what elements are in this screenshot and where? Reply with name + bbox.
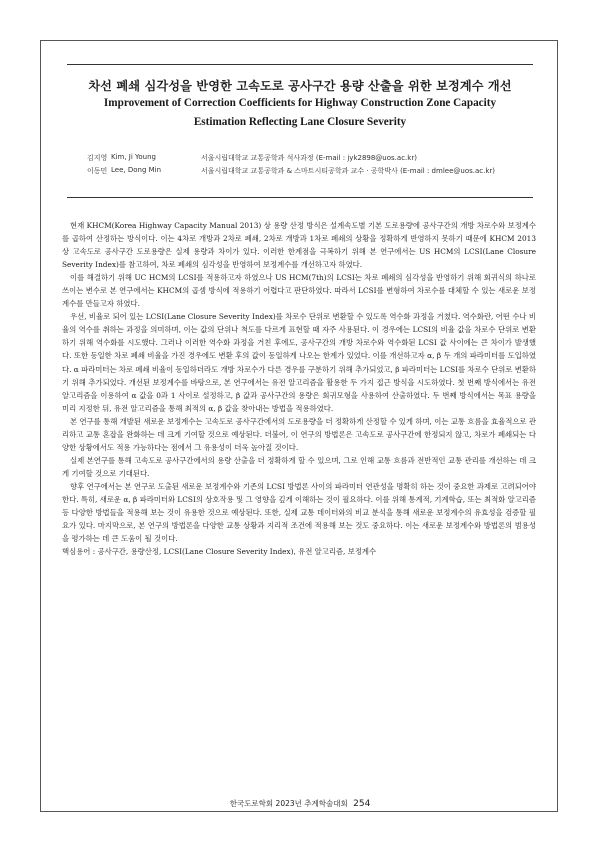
author-affiliation: 서울시립대학교 교통공학과 & 스마트시티공학과 교수 · 공학박사 (E-mail : dmlee@uos.ac.kr) <box>201 167 495 175</box>
title-korean: 차선 폐쇄 심각성을 반영한 고속도로 공사구간 용량 산출을 위한 보정계수 개선 <box>88 79 512 93</box>
author-name-korean: 김지영 <box>87 154 108 162</box>
conference-name: 한국도로학회 2023년 추계학술대회 <box>229 799 348 808</box>
abstract-paragraph: 이를 해결하기 위해 UC HCM의 LCSI를 적용하고자 하였으나 US HCM(7th)의 LCSI는 차로 폐쇄의 심각성을 반영하기 위해 회귀식의 하나로 쓰이는 변수로 본 연구에서는 KHCM의 곱셈 방식에 적용하기 어렵다고 판단하였다. 따라서 LCSI를 변형하여 차로수를 대체할 수 있는 새로운 보정계수를 만들고자 하였다. <box>62 273 536 309</box>
keywords: 핵심용어 : 공사구간, 용량산정, LCSI(Lane Closure Severity Index), 유전 알고리즘, 보정계수 <box>62 547 377 557</box>
abstract-paragraph: 우선, 비율로 되어 있는 LCSI(Lane Closure Severity Index)를 차로수 단위로 변환할 수 있도록 역수화 과정을 거쳤다. 역수화란, 어떤 수나 비율의 역수를 취하는 과정을 의미하며, 이는 값의 단위나 척도를 다르게 표현할 때 자주 사용된다. 이 경우에는 LCSI의 비율 값을 차로수 단위로 변환하기 위해 역수화를 시도했다. 그러나 이러한 역수화 과정을 거친 후에도, 공사구간의 개방 차로수와 역수화된 LCSI 값 사이에는 큰 차이가 발생했다. 또한 동일한 차로 폐쇄 비율을 가진 경우에도 변환 후의 값이 동일하게 나오는 한계가 있었다. 이를 개선하고자 α, β 두 개의 파라미터를 도입하였다. α 파라미터는 차로 폐쇄 비율이 동일하더라도 개방 차로수가 다른 경우를 구분하기 위해 추가되었고, β 파라미터는 LCSI를 차로수 단위로 변환하기 위해 추가되었다. 개선된 보정계수를 바탕으로, 본 연구에서는 유전 알고리즘을 활용한 두 가지 접근 방식을 시도하였다. 첫 번째 방식에서는 유전 알고리즘을 이용하여 α 값을 0과 1 사이로 설정하고, β 값과 공사구간의 용량은 회귀모형을 사용하여 산출하였다. 두 번째 방식에서는 목표 용량을 미리 지정한 뒤, 유전 알고리즘을 통해 최적의 α, β 값을 찾아내는 방법을 적용하였다. <box>62 312 536 413</box>
author-name-english: Kim, Ji Young <box>111 153 156 161</box>
author-name-korean: 이동민 <box>87 167 108 175</box>
title-english-line2: Estimation Reflecting Lane Closure Severity <box>193 116 407 128</box>
title-english-line1: Improvement of Correction Coefficients for Highway Construction Zone Capacity <box>103 97 497 109</box>
author-name-english: Lee, Dong Min <box>111 166 162 174</box>
paper-header <box>67 64 533 198</box>
abstract-paragraph: 본 연구를 통해 개발된 새로운 보정계수는 고속도로 공사구간에서의 도로용량을 더 정확하게 산정할 수 있게 하며, 이는 교통 흐름을 효율적으로 관리하고 교통 혼잡을 완화하는 데 크게 기여할 것으로 예상된다. 더불어, 이 연구의 방법론은 고속도로 공사구간에 한정되지 않고, 차로가 폐쇄되는 다양한 상황에서도 적용 가능하다는 점에서 그 유용성이 더욱 높아질 것이다. <box>62 416 536 452</box>
page-number: 254 <box>353 799 371 809</box>
abstract-body <box>62 219 536 558</box>
abstract-paragraph: 실제 본연구를 통해 고속도로 공사구간에서의 용량 산출을 더 정확하게 할 수 있으며, 그로 인해 교통 흐름과 전반적인 교통 관리를 개선하는 데 크게 기여할 것으로 기대된다. <box>62 455 536 478</box>
page-footer <box>0 798 600 809</box>
abstract-paragraph: 현재 KHCM(Korea Highway Capacity Manual 2013) 상 용량 산정 방식은 설계속도별 기본 도로용량에 공사구간의 개방 차로수와 보정계수를 곱하여 산정하는 방식이다. 이는 4차로 개방과 2차로 폐쇄, 2차로 개방과 1차로 폐쇄의 상황을 정확하게 반영하지 못하기 때문에 KHCM 2013 상 고속도로 공사구간 도로용량은 실제 용량과 차이가 있다. 이러한 한계점을 극복하기 위해 본 연구에서는 US HCM의 LCSI(Lane Closure Severity Index)를 참고하여, 차로 폐쇄의 심각성을 반영하여 보정계수를 개선하고자 하였다. <box>62 221 536 270</box>
abstract-paragraph: 향후 연구에서는 본 연구로 도출된 새로운 보정계수와 기존의 LCSI 방법론 사이의 파라미터 연관성을 명확히 하는 것이 중요한 과제로 고려되어야 한다. 특히, 새로운 α, β 파라미터와 LCSI의 상호작용 및 그 영향을 깊게 이해하는 것이 필요하다. 이를 위해 통계적, 기계학습, 또는 최적화 알고리즘 등 다양한 방법들을 적용해 보는 것이 유용한 것으로 예상된다. 또한, 실제 교통 데이터와의 비교 분석을 통해 새로운 보정계수의 유효성을 검증할 필요가 있다. 마지막으로, 본 연구의 방법론을 다양한 교통 상황과 지리적 조건에 적용해 보는 것도 중요하다. 이는 새로운 보정계수와 방법론의 범용성을 평가하는 데 큰 도움이 될 것이다. <box>62 481 536 544</box>
author-affiliation: 서울시립대학교 교통공학과 석사과정 (E-mail : jyk2898@uos.ac.kr) <box>201 154 417 162</box>
